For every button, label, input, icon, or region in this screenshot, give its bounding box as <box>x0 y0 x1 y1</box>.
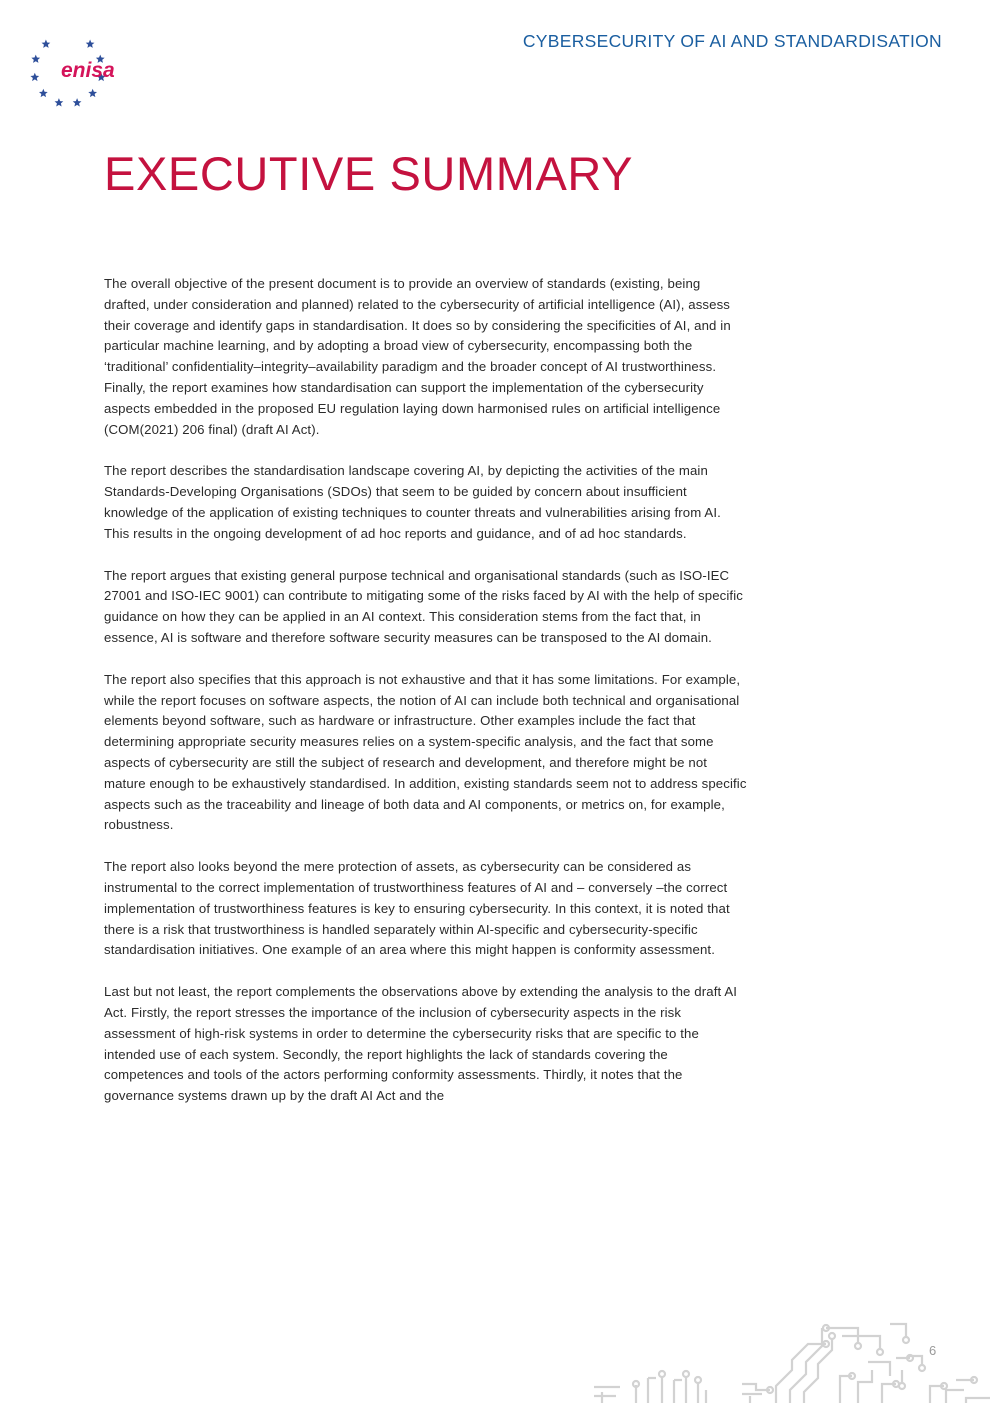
logo-star-icon <box>55 98 64 106</box>
logo-star-icon <box>42 40 51 48</box>
logo-star-icon <box>39 89 48 97</box>
paragraph: The report describes the standardisation landscape covering AI, by depicting the activities of the main Standards-Developing Organisations (SDOs) that seem to be guided by concern about insufficient knowledge of the application of existing techniques to counter threats and vulnerabilities arising from AI. This results in the ongoing development of ad hoc reports and guidance, and of ad hoc standards. <box>104 463 721 541</box>
page-number: 6 <box>929 1343 937 1358</box>
logo-star-icon <box>31 55 40 63</box>
logo-star-icon <box>86 40 95 48</box>
paragraph: The report argues that existing general purpose technical and organisational standards (such as ISO-IEC 27001 and ISO-IEC 9001) can contribute to mitigating some of the risks faced by AI with the help of specific guidance on how they can be applied in an AI context. This consideration stems from the fact that, in essence, AI is software and therefore software security measures can be transposed to the AI domain. <box>104 567 743 645</box>
logo-star-icon <box>30 73 39 81</box>
circuit-decoration-icon <box>590 1318 992 1403</box>
body-text <box>104 274 749 1128</box>
logo-star-icon <box>73 98 82 106</box>
enisa-logo <box>30 28 125 113</box>
paragraph: The report also specifies that this approach is not exhaustive and that it has some limitations. For example, while the report focuses on software aspects, the notion of AI can include both technical and organisational elements beyond software, such as hardware or infrastructure. Other examples include the fact that determining appropriate security measures relies on a system-specific analysis, and the fact that some aspects of cybersecurity are still the subject of research and development, and therefore might be not mature enough to be exhaustively standardised. In addition, existing standards seem not to address specific aspects such as the traceability and lineage of both data and AI components, or metrics on, for example, robustness. <box>104 671 747 833</box>
page-title: EXECUTIVE SUMMARY <box>104 147 634 200</box>
paragraph: Last but not least, the report complements the observations above by extending the analysis to the draft AI Act. Firstly, the report stresses the importance of the inclusion of cybersecurity aspects in the risk assessment of high-risk systems in order to determine the cybersecurity risks that are specific to the intended use of each system. Secondly, the report highlights the lack of standards covering the competences and tools of the actors performing conformity assessments. Thirdly, it notes that the governance systems drawn up by the draft AI Act and the <box>104 984 738 1104</box>
logo-text: enisa <box>61 59 115 82</box>
running-header-title: CYBERSECURITY OF AI AND STANDARDISATION <box>522 31 942 51</box>
paragraph: The report also looks beyond the mere protection of assets, as cybersecurity can be considered as instrumental to the correct implementation of trustworthiness features of AI and – conversely –the correct implementation of trustworthiness features is key to ensuring cybersecurity. In this context, it is noted that there is a risk that trustworthiness is handled separately within AI-specific and cybersecurity-specific standardisation initiatives. One example of an area where this might happen is conformity assessment. <box>104 859 730 958</box>
logo-star-icon <box>88 89 97 97</box>
paragraph: The overall objective of the present document is to provide an overview of standards (existing, being drafted, under consideration and planned) related to the cybersecurity of artificial intelligence (AI), assess their coverage and identify gaps in standardisation. It does so by considering the specificities of AI, and in particular machine learning, and by adopting a broad view of cybersecurity, encompassing both the ‘traditional’ confidentiality–integrity–availability paradigm and the broader concept of AI trustworthiness. Finally, the report examines how standardisation can support the implementation of the cybersecurity aspects embedded in the proposed EU regulation laying down harmonised rules on artificial intelligence (COM(2021) 206 final) (draft AI Act). <box>104 276 731 437</box>
